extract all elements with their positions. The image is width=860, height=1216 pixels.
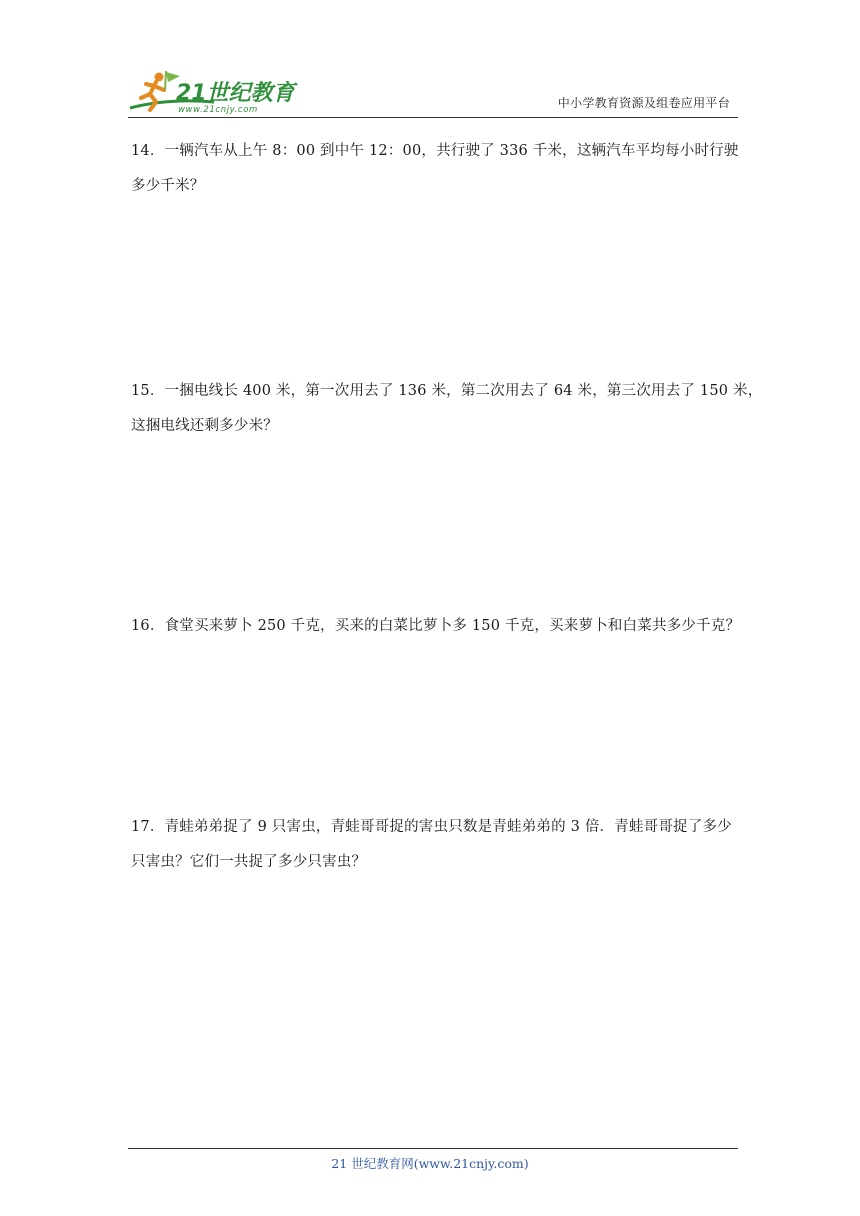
- question-16: [131, 609, 741, 644]
- question-text: 一捆电线长 400 米，第一次用去了 136 米，第二次用去了 64 米，第三次用去了 150 米，: [164, 383, 763, 399]
- question-line: [131, 374, 763, 409]
- question-17: [131, 810, 741, 880]
- question-15: [131, 374, 763, 444]
- question-number: 16．: [131, 618, 165, 634]
- question-14: [131, 134, 741, 204]
- logo-text: 21世纪教育: [176, 81, 295, 106]
- question-line: [131, 134, 741, 169]
- question-line: [131, 810, 741, 845]
- question-line: [131, 609, 741, 644]
- question-number: 14．: [131, 143, 165, 159]
- question-text: 多少千米？: [131, 178, 205, 194]
- logo-url: www.21cnjy.com: [178, 105, 258, 115]
- question-number: 17．: [131, 819, 165, 835]
- question-text: 这捆电线还剩多少米？: [131, 418, 278, 434]
- question-text: 只害虫？它们一共捉了多少只害虫？: [131, 854, 367, 870]
- header-divider: [128, 117, 738, 118]
- question-number: 15．: [131, 383, 165, 399]
- site-logo: [128, 68, 298, 116]
- question-text: 食堂买来萝卜 250 千克，买来的白菜比萝卜多 150 千克，买来萝卜和白菜共多少千克？: [164, 618, 741, 634]
- question-text: 青蛙弟弟捉了 9 只害虫，青蛙哥哥捉的害虫只数是青蛙弟弟的 3 倍．青蛙哥哥捉了多少: [164, 819, 732, 835]
- footer-divider: [128, 1148, 738, 1149]
- page-header: [128, 66, 736, 120]
- logo-graphic: [128, 68, 298, 116]
- footer-link[interactable]: 21 世纪教育网(www.21cnjy.com): [331, 1156, 529, 1171]
- header-platform-name: 中小学教育资源及组卷应用平台: [557, 96, 730, 110]
- question-text: 一辆汽车从上午 8：00 到中午 12：00，共行驶了 336 千米，这辆汽车平均每小时行驶: [164, 143, 739, 159]
